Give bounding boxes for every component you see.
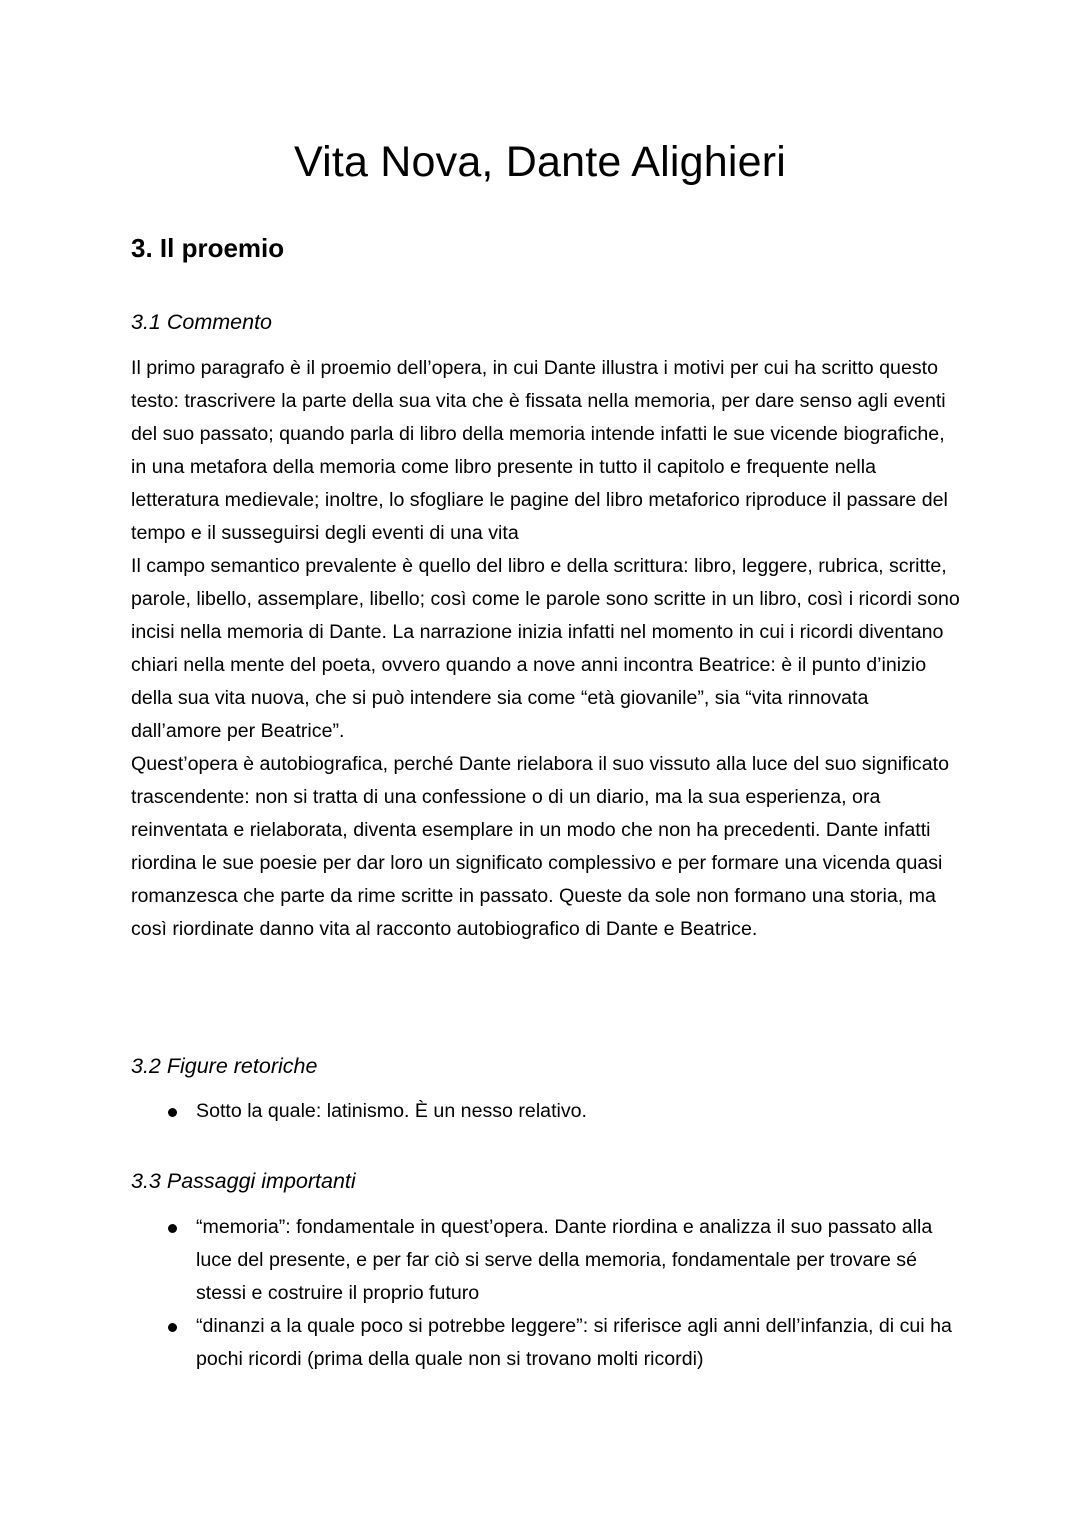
passaggi-importanti-heading: 3.3 Passaggi importanti (131, 1169, 356, 1193)
commento-body (131, 352, 961, 946)
list-item (131, 1211, 961, 1310)
commento-heading: 3.1 Commento (131, 310, 273, 334)
bullet-icon (168, 1323, 177, 1332)
commento-paragraph: Il campo semantico prevalente è quello del libro e della scrittura: libro, leggere, rubrica, scritte, parole, libello, assemplare, libello; così come le parole sono scritte in un libro, così i ricordi sono incisi nella memoria di Dante. La narrazione inizia infatti nel momento in cui i ricordi diventano chiari nella mente del poeta, ovvero quando a nove anni incontra Beatrice: è il punto d’inizio della sua vita nuova, che si può intendere sia come “età giovanile”, sia “vita rinnovata dall’amore per Beatrice”. (131, 555, 960, 742)
bullet-icon (168, 1108, 177, 1117)
passaggi-importanti-list (131, 1211, 961, 1376)
commento-paragraph: Quest’opera è autobiografica, perché Dante rielabora il suo vissuto alla luce del suo significato trascendente: non si tratta di una confessione o di un diario, ma la sua esperienza, ora reinventata e rielaborata, diventa esemplare in un modo che non ha precedenti. Dante infatti riordina le sue poesie per dar loro un significato complessivo e per formare una vicenda quasi romanzesca che parte da rime scritte in passato. Queste da sole non formano una storia, ma così riordinate danno vita al racconto autobiografico di Dante e Beatrice. (131, 753, 949, 940)
section-heading: 3. Il proemio (131, 233, 285, 263)
list-item (131, 1310, 961, 1376)
list-item-text: Sotto la quale: latinismo. È un nesso relativo. (196, 1100, 588, 1122)
commento-paragraph: Il primo paragrafo è il proemio dell’opera, in cui Dante illustra i motivi per cui ha scritto questo testo: trascrivere la parte della sua vita che è fissata nella memoria, per dare senso agli eventi del suo passato; quando parla di libro della memoria intende infatti le sue vicende biografiche, in una metafora della memoria come libro presente in tutto il capitolo e frequente nella letteratura medievale; inoltre, lo sfogliare le pagine del libro metaforico riproduce il passare del tempo e il susseguirsi degli eventi di una vita (131, 357, 948, 544)
list-item (131, 1095, 961, 1128)
list-item-text: “memoria”: fondamentale in quest’opera. Dante riordina e analizza il suo passato alla luce del presente, e per far ciò si serve della memoria, fondamentale per trovare sé stessi e costruire il proprio futuro (196, 1216, 933, 1304)
figure-retoriche-list (131, 1095, 961, 1128)
list-item-text: “dinanzi a la quale poco si potrebbe leggere”: si riferisce agli anni dell’infanzia, di cui ha pochi ricordi (prima della quale non si trovano molti ricordi) (196, 1315, 952, 1370)
bullet-icon (168, 1224, 177, 1233)
document-title: Vita Nova, Dante Alighieri (293, 138, 786, 186)
figure-retoriche-heading: 3.2 Figure retoriche (131, 1054, 318, 1078)
